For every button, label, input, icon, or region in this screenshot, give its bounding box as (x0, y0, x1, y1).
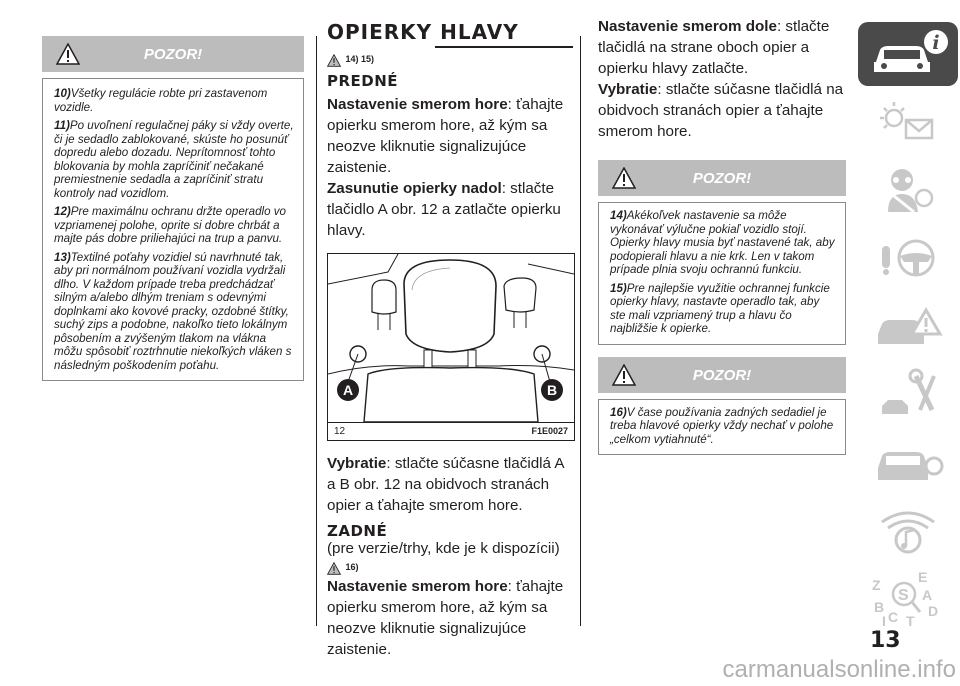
warning-triangle-icon (327, 54, 341, 67)
figure-caption-bar (328, 422, 574, 440)
warning-notes (598, 399, 846, 456)
radio-music-icon (858, 498, 958, 562)
svg-text:E: E (918, 569, 928, 585)
svg-text:C: C (888, 609, 899, 625)
sidebar-item-technical[interactable] (858, 430, 958, 494)
sidebar-item-lights[interactable] (858, 90, 958, 154)
note-11: 11)Po uvoľnení regulačnej páky si vždy overte, či je sedadlo zablokované, skúste ho posunúť dopredu alebo dozadu. Neprítomnosť tohto blokovania by mohla zapríčiniť nečakané premiestnenie sedadla a zapríčiniť stratu kontroly nad vozidlom. (54, 119, 294, 200)
warning-box-1 (598, 160, 846, 345)
sidebar-item-multimedia[interactable] (858, 498, 958, 562)
car-info-icon (858, 22, 958, 86)
column-divider (580, 36, 581, 626)
airbag-safety-icon (858, 158, 958, 222)
front-heading: PREDNÉ (327, 72, 399, 90)
chapter-sidebar (856, 0, 960, 686)
warning-title: POZOR! (143, 46, 203, 63)
svg-text:D: D (928, 603, 939, 619)
reference-marks: 14) 15) (327, 54, 573, 70)
svg-text:T: T (906, 613, 915, 629)
sidebar-item-safety[interactable] (858, 158, 958, 222)
paragraph-rear-up: Nastavenie smerom hore: ťahajte opierku smerom hore, až kým sa neozve kliknutie signalizujúce zaistenie. (327, 578, 564, 658)
warning-box-2 (598, 357, 846, 456)
warning-notes (598, 202, 846, 345)
middle-column (327, 20, 573, 660)
right-column (598, 16, 846, 455)
svg-text:S: S (898, 587, 909, 604)
figure-code: F1E0027 (531, 426, 568, 436)
title-rule (435, 46, 573, 48)
svg-text:Z: Z (872, 577, 881, 593)
watermark: carmanualsonline.info (722, 656, 956, 683)
tools-icon (858, 362, 958, 426)
column-divider (316, 36, 317, 626)
svg-text:A: A (922, 587, 933, 603)
left-column (42, 36, 304, 381)
paragraph-down: Zasunutie opierky nadol: stlačte tlačidlo A obr. 12 a zatlačte opierku hlavy. (327, 180, 561, 239)
section-title: OPIERKY HLAVY (327, 20, 519, 44)
warning-header (598, 160, 846, 196)
paragraph-remove: Vybratie: stlačte súčasne tlačidlá A a B obr. 12 na obidvoch stranách opier a ťahajte smerom hore. (327, 455, 564, 514)
rear-subtitle: (pre verzie/trhy, kde je k dispozícii) (327, 540, 560, 557)
paragraph-down-rear: Nastavenie smerom dole: stlačte tlačidlá na strane oboch opier a opierku hlavy zatlačte. (598, 18, 830, 77)
steering-wheel-icon (858, 226, 958, 290)
sidebar-item-maintenance[interactable] (858, 362, 958, 426)
figure-number: 12 (334, 426, 346, 437)
sidebar-item-index[interactable] (858, 566, 958, 630)
paragraph-remove-rear: Vybratie: stlačte súčasne tlačidlá na obidvoch stranách opier a ťahajte smerom hore. (598, 81, 844, 140)
warning-title: POZOR! (692, 366, 752, 384)
warning-header (598, 357, 846, 393)
note-16: 16)V čase používania zadných sedadiel je treba hlavové opierky vždy nechať v polohe „celkom vytiahnuté“. (610, 405, 834, 446)
warning-notes (42, 78, 304, 381)
note-10: 10)Všetky regulácie robte pri zastavenom vozidle. (54, 87, 268, 114)
label-a: A (342, 382, 354, 398)
warning-lights-icon (858, 90, 958, 154)
index-letters-icon (858, 566, 958, 630)
note-12: 12)Pre maximálnu ochranu držte operadlo vo vzpriamenej polohe, oprite si dobre chrbát a majte pás dobre priliehajúci na trup a panvu. (54, 205, 287, 245)
warning-header (42, 36, 304, 72)
reference-marks-2: 16) (327, 562, 573, 576)
figure-12 (327, 253, 575, 441)
warning-title: POZOR! (692, 170, 752, 187)
note-14: 14)Akékoľvek nastavenie sa môže vykonávať výlučne pokiaľ vozidlo stojí. Opierky hlavy musia byť nastavené tak, aby podopierali hlavu a nie krk. Len v takom prípade plnia svoju ochrannú funkciu. (610, 209, 835, 276)
note-15: 15)Pre najlepšie využitie ochrannej funkcie opierky hlavy, nastavte operadlo tak, aby ste mali vzpriamený trup a hlavu čo najbližšie k opierke. (610, 281, 830, 335)
sidebar-item-emergency[interactable] (858, 294, 958, 358)
svg-text:B: B (874, 599, 885, 615)
note-13: 13)Textilné poťahy vozidiel sú navrhnuté tak, aby pri normálnom používaní vozidla vydržali dlho. V každom prípade treba predchádzať silným a/alebo dlhým treniam s odevnými doplnkami ako kovové pracky, ozdobné štítky, suchý zips a podobne, nakoľko tieto lokálnym pôsobením a zvýšeným tlakom na vlákna môžu spôsobiť roztrhnutie niekoľkých vláken s následným poškodením poťahu. (54, 250, 292, 372)
page-number: 13 (870, 628, 901, 653)
car-warning-icon (858, 294, 958, 358)
sidebar-item-starting[interactable] (858, 226, 958, 290)
svg-text:i: i (932, 32, 940, 54)
paragraph-up: Nastavenie smerom hore: ťahajte opierku smerom hore, až kým sa neozve kliknutie signalizujúce zaistenie. (327, 96, 564, 176)
rear-heading: ZADNÉ (327, 522, 388, 540)
sidebar-item-car-info[interactable] (858, 22, 958, 86)
headrest-illustration (328, 254, 574, 422)
car-service-icon (858, 430, 958, 494)
label-b: B (546, 382, 558, 398)
svg-text:I: I (882, 613, 886, 629)
warning-triangle-icon (327, 562, 341, 575)
